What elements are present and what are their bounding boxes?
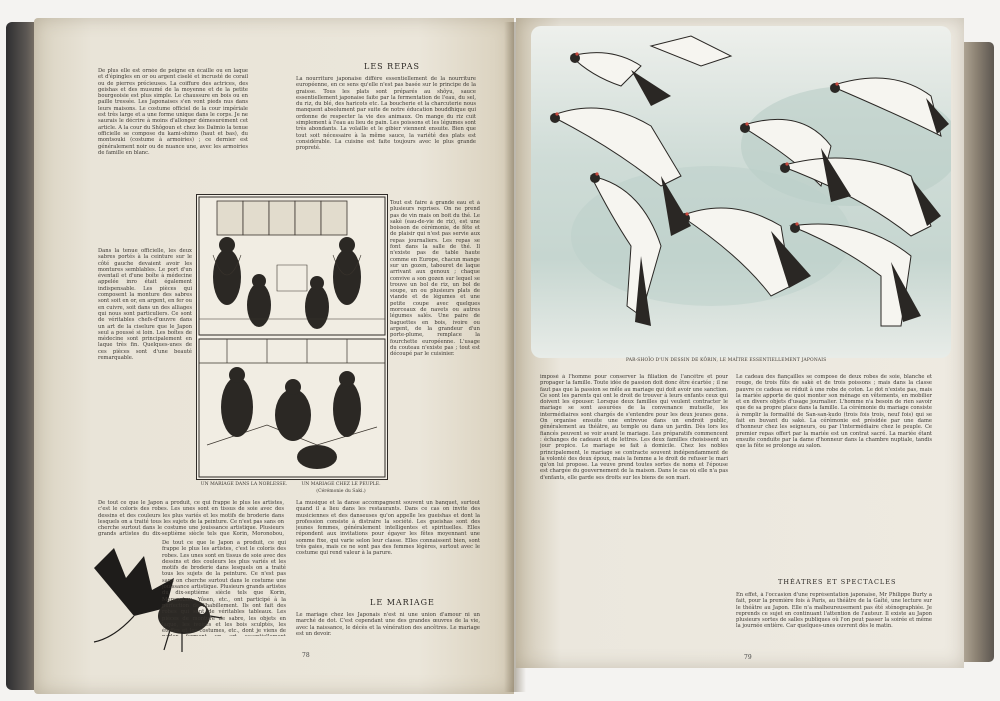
cranes-drawing bbox=[531, 26, 951, 358]
left-page bbox=[34, 18, 514, 694]
caption-ceremony: (Cérémonie du Saki.) bbox=[316, 489, 366, 494]
header-les-repas: LES REPAS bbox=[364, 62, 420, 71]
illustration-caption: PAR-SHOÏO D'UN DESSIN DE KÔRIN, LE MAÎTRE ESSENTIELLEMENT JAPONAIS bbox=[626, 358, 827, 363]
right-page bbox=[516, 18, 964, 668]
left-col1-mid-text: Dans la tenue officielle, les deux sabres portés à la ceinture sur le côté gauche devaient avoir les montures semblables. Le port d'un éventail et d'une boîte à médecine appelée inro était également indispensable. Les pièces qui composent la monture des sabres sont soit en or, en argent, en fer ou en cuivre, soit dans un des alliages qui nous sont particuliers. Ce sont de véritables chefs-d'œuvre dans un art de la ciselure que le Japon seul a poussé si loin. Les boîtes de médecine sont principalement en laque très fin. Quelques-unes de ces pièces sont d'une beauté remarquable. bbox=[98, 248, 192, 362]
left-col1-top-text: De plus elle est ornée de peigne en écaille ou en laque et d'épingles en or ou argent ciselé et incrusté de corail ou de pierres précieuses. La coiffure des actrices, des geishas et des musumé de la moyenne et de la petite bourgeoisie est plus simple. Le chaussure en bois ou en paille tressée. Les Japonaises s'en vont pieds nus dans leurs maisons. Le costume officiel de la cour impériale est très large et a une forme unique dans le corps. Je ne saurais le décrire à moins d'allonger démesurément cet article. A la cour du Shôgoun et chez les Daïmio la tenue officielle se compose du kami-shimo (haut et bas), du montsouki (costume à armoiries) ; ce dernier est généralement noir ou de nuance une, avec les armoiries de famille en blanc. bbox=[98, 68, 248, 156]
right-theatres-text: En effet, à l'occasion d'une représentation japonaise, Mr Philippe Burty a fait, pour la première fois à Paris, au théâtre de la Gaîté, une lecture sur le théâtre au Japon. Elle n'a malheureusement pas été sténographiée. Je reprends ce sujet en continuant l'attention de l'auteur. Il existe au Japon plusieurs sortes de salles publiques où l'on peut passer la soirée et même la journée entière. Car quelques-unes ouvrent dès le matin. bbox=[736, 592, 932, 630]
left-page-number: 78 bbox=[302, 652, 310, 659]
right-page-number: 79 bbox=[744, 654, 752, 661]
right-col2-text: Le cadeau des fiançailles se compose de deux robes de soie, blanche et rouge, de trois fûts de sakè et de trois poissons ; mais dans la classe pauvre ce cadeau se réduit à une robe de coton. Le dot n'existe pas, mais la mariée apporte de quoi monter son ménage en vêtements, en mobilier et en divers objets d'usage journalier. L'homme n'a besoin de rien savoir que de sa propre place dans la famille. La cérémonie du mariage consiste à remplir la formalité de San-san-kudo (trois fois trois, neuf fois) qui se fait en buvant du sakè. La cérémonie est présidée par une dame d'honneur chez les seigneurs, ou par l'intermédiaire chez le peuple. Ce premier repas offert par la mariée est un contrat sacré. La mariée étant ensuite conduite par la dame d'honneur dans la chambre nuptiale, tandis que la fête se prolonge au salon. bbox=[736, 374, 932, 450]
left-col1-bottom-continued: De tout ce que le Japon a produit, ce qui frappe le plus les artistes, c'est le coloris des robes. Les unes sont en tissus de soie avec des dessins et des couleurs les plus variés et les motifs de broderie dans lesquels on a traité tous les sujets de la peinture. Ce n'est pas sans on cherche surtout dans le costume une jouissance artistique. Plusieurs grands artistes du dix-septième siècle tels que Korin, Moronobou, Yôsen, etc., ont participé à la perfection de l'habillement. Ils ont fait des robes qui sont de véritables tableaux. Les pièces de monture de sabre, les objets en laque, les ivoires et les bois sculptés, les étoffes et les costumes, etc., dont je viens de bbox=[162, 540, 286, 635]
caption-nobility: UN MARIAGE DANS LA NOBLESSE. bbox=[200, 482, 288, 487]
left-col2-right-text: Tout est faire à grande eau et à plusieurs reprises. On ne prend pas de vin mais on boit du thé. Le sakè (eau-de-vie de riz), est une boisson de cérémonie, de fête et de plaisir qui n'est pas servie aux repas journaliers. Les repas se font dans la salle de thé. Il n'existe pas de table haute comme en Europe, chacun mange sur un gozen, tabouret de laque arrivant aux genoux ; chaque convive a son gozen sur lequel se trouve un bol de riz, un bol de soupe, un ou plusieurs plats de viande et de légumes et une petite coupe avec quelques morceaux de navets ou autres légumes salés. Une paire de baguettes en bois, ivoire ou argent, de la grandeur d'un porte-plume, remplace la fourchette européenne. L'usage du couteau n'existe pas ; tout est découpé par le cuisinier. bbox=[390, 200, 480, 358]
caption-people: UN MARIAGE CHEZ LE PEUPLE. bbox=[301, 482, 381, 487]
header-le-mariage: LE MARIAGE bbox=[370, 598, 435, 607]
header-theatres: THÉATRES ET SPECTACLES bbox=[778, 578, 897, 586]
right-col1-text: imposé à l'homme pour conserver la filiation de l'ancêtre et pour propager la famille. Toute idée de passion doit donc être écartée ; il ne faut pas que la passion se mêle au mariage qui doit avoir une sanction. Ce sont les parents qui ont le droit de trouver à leurs enfants ceux qui doivent les épouser. Lorsque deux familles qui veulent contracter le mariage se sont assurées de la convenance mutuelle, les intermédiaires sont chargés de s'entendre pour les deux jeunes gens. On organise ensuite une entrevue dans un endroit public, généralement au théâtre, au temple ou dans un jardin. Dès lors les fiancés peuvent se voir avant le mariage. Les préparatifs commencent : échanges de cadeaux et de lettres. Les deux familles choisissent un jour propice. Le mariage se fait à domicile. Chez les nobles principalement, le mariage se contracte souvent indépendamment de la volonté des deux époux, mais la femme a le droit de refuser le mari qu'on lui propose. La veuve prend toutes sortes de noms et l'épouse est chargée du gouvernement de la maison. Dans le cas où elle n'a pas d'enfants, elle garde ses droits sur les biens de son mari. bbox=[540, 374, 728, 481]
left-mariage-text: Le mariage chez les Japonais n'est ni une union d'amour ni un marché de dot. C'est cependant une des grandes œuvres de la vie, avec la naissance, le décès et la vénération des ancêtres. Le mariage est un devoir. bbox=[296, 612, 480, 637]
cranes-illustration bbox=[531, 26, 951, 358]
wedding-engraving bbox=[196, 194, 388, 480]
left-col2-bottom-text: La musique et la danse accompagnent souvent un banquet, surtout quand il a lieu dans les restaurants. Dans ce cas on invite des musiciennes et des danseuses qu'on appelle les gueishas et dont la profession consiste à distraire la société. Les gueishas sont des jeunes femmes, généralement intelligentes et spirituelles. Elles répondent aux invitations pour égayer les fêtes moyennant une somme fixe, qui varie selon leur classe. Elles connaissent bien, sont très gaies, mais ce ne sont pas des femmes légères, surtout avec le costume qui rend valeur à la parure. bbox=[296, 500, 480, 557]
left-col1-bottom-text: De tout ce que le Japon a produit, ce qui frappe le plus les artistes, c'est le coloris des robes. Les unes sont en tissus de soie avec des dessins et des couleurs les plus variés et les motifs de broderie dans lesquels on a traité tous les sujets de la peinture. Ce n'est pas sans on cherche surtout dans le costume une jouissance artistique. Plusieurs grands artistes du dix-septième siècle tels que Korin, Moronobou, bbox=[98, 500, 284, 536]
engraving-drawing bbox=[197, 195, 387, 479]
left-col2-top-text: La nourriture japonaise diffère essentiellement de la nourriture européenne, en ce sens qu'elle n'est pas basée sur le principe de la graisse. Tous les plats sont préparés au shôyu, sauce essentiellement japonaise faite par la fermentation de l'eau, du sel, du riz, du blé, des haricots etc. La boucherie et la charcuterie nous manquent absolument par suite de notre éducation bouddhique qui ordonne de respecter la vie des animaux. On mange du riz cuit simplement à l'eau au lieu de pain. Les poissons et les légumes sont très abondants. La volaille et le gibier viennent ensuite. Bien que tout soit nécessaire à la même sauce, la variété des plats est considérable. La cuisine est faite toujours avec le plus grande propreté. bbox=[296, 76, 476, 152]
open-book bbox=[4, 12, 994, 694]
